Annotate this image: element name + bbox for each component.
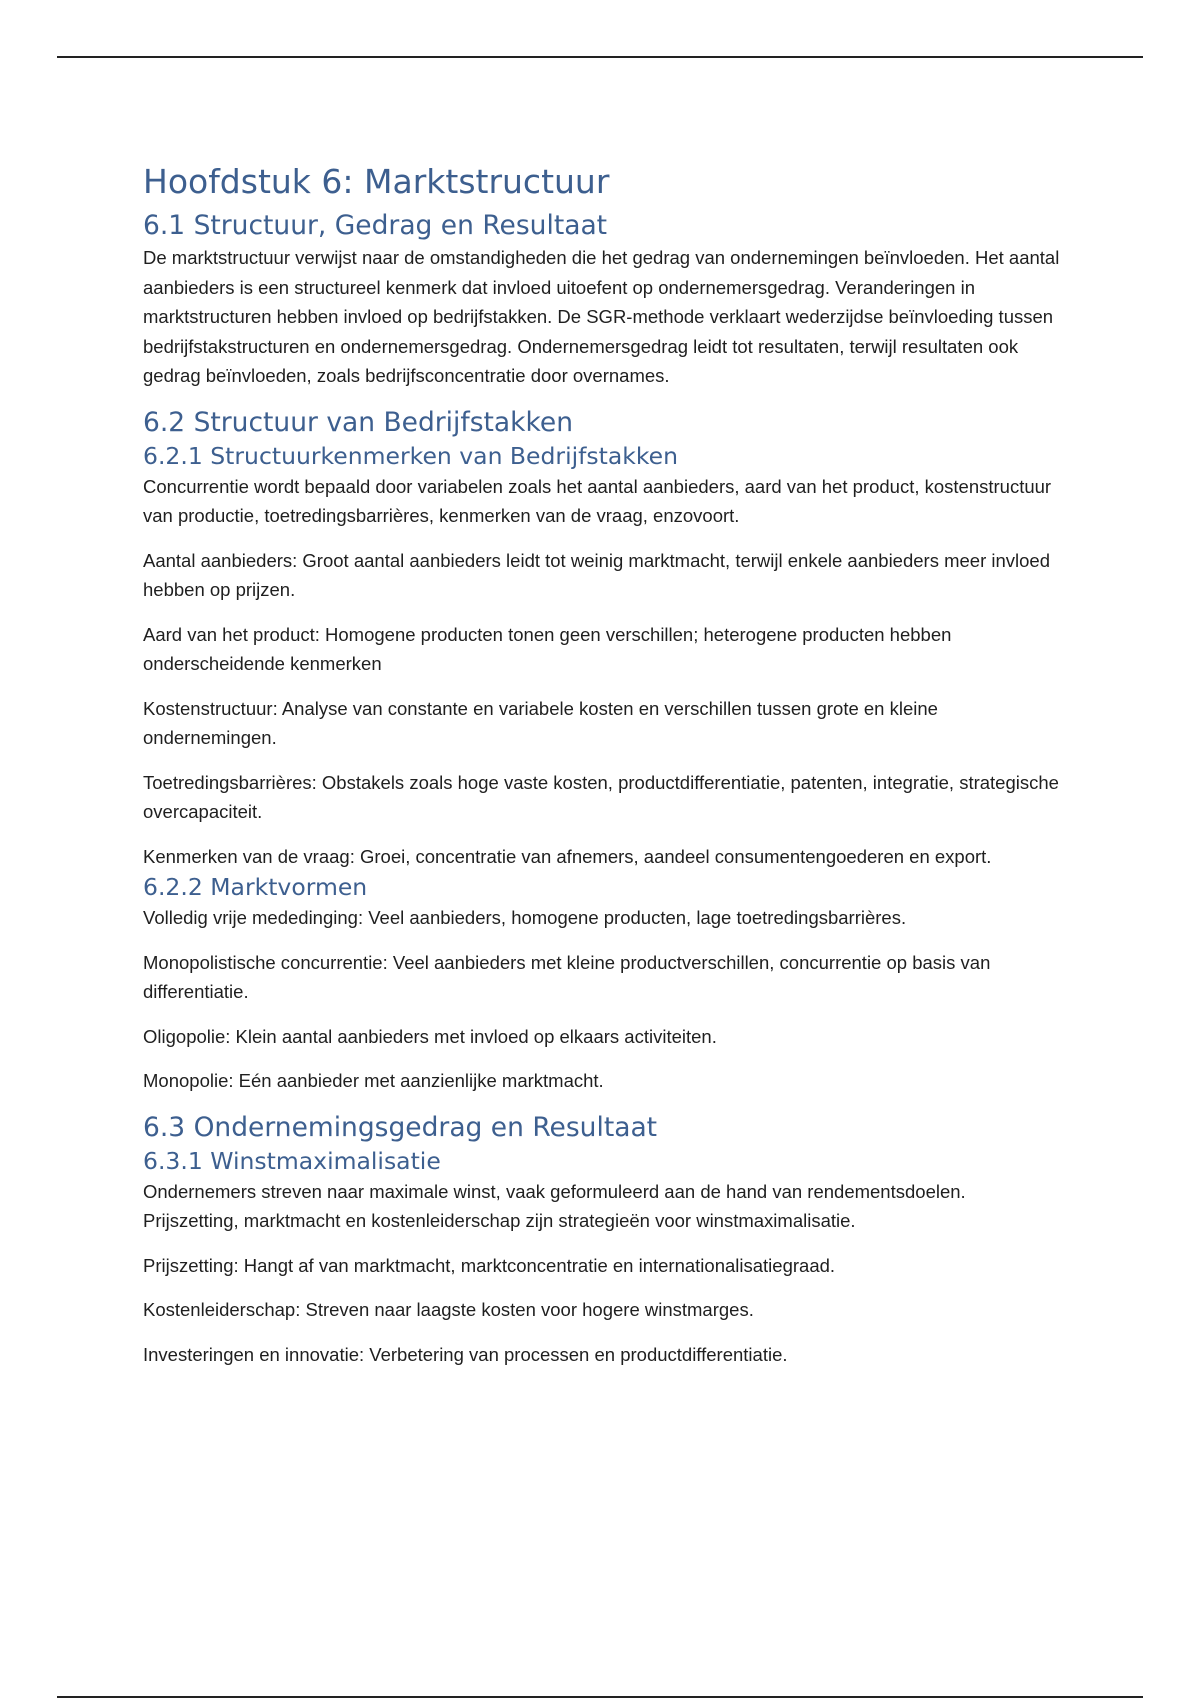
paragraph: Ondernemers streven naar maximale winst, vaak geformuleerd aan de hand van rendementsdoelen. Prijszetting, marktmacht en kostenleiderschap zijn strategieën voor winstmaximalisatie. xyxy=(143,1180,966,1231)
paragraph: Concurrentie wordt bepaald door variabelen zoals het aantal aanbieders, aard van het product, kostenstructuur van productie, toetredingsbarrières, kenmerken van de vraag, enzovoort. xyxy=(143,475,1052,526)
paragraph: Monopolie: Eén aanbieder met aanzienlijke marktmacht. xyxy=(143,1070,604,1091)
section-heading-6-3: 6.3 Ondernemingsgedrag en Resultaat xyxy=(143,1111,658,1143)
paragraph: Kenmerken van de vraag: Groei, concentratie van afnemers, aandeel consumentengoederen en export. xyxy=(143,845,992,867)
header-rule xyxy=(57,56,1143,58)
footer-rule xyxy=(57,1696,1143,1698)
paragraph: Kostenstructuur: Analyse van constante en variabele kosten en verschillen tussen grote en kleine ondernemingen. xyxy=(143,697,938,748)
paragraph: Prijszetting: Hangt af van marktmacht, marktconcentratie en internationalisatiegraad. xyxy=(143,1254,836,1276)
paragraph: Investeringen en innovatie: Verbetering van processen en productdifferentiatie. xyxy=(143,1343,788,1365)
chapter-title: Hoofdstuk 6: Marktstructuur xyxy=(143,162,610,201)
paragraph: Aard van het product: Homogene producten tonen geen verschillen; heterogene producten hebben onderscheidende kenmerken xyxy=(143,623,952,674)
section-6-1-paragraph: De marktstructuur verwijst naar de omstandigheden die het gedrag van ondernemingen beïnvloeden. Het aantal aanbieders is een structureel kenmerk dat invloed uitoefent op ondernemersgedrag. Veranderingen in marktstructuren hebben invloed op bedrijfstakken. De SGR-methode verklaart wederzijdse beïnvloeding tussen bedrijfstakstructuren en ondernemersgedrag. Ondernemersgedrag leidt tot resultaten, terwijl resultaten ook gedrag beïnvloeden, zoals bedrijfsconcentratie door overnames. xyxy=(143,247,1060,386)
paragraph: Kostenleiderschap: Streven naar laagste kosten voor hogere winstmarges. xyxy=(143,1299,754,1320)
section-heading-6-2: 6.2 Structuur van Bedrijfstakken xyxy=(143,406,574,438)
subsection-heading-6-2-2: 6.2.2 Marktvormen xyxy=(143,873,368,901)
paragraph: Toetredingsbarrières: Obstakels zoals hoge vaste kosten, productdifferentiatie, patenten, integratie, strategische overcapaciteit. xyxy=(143,771,1059,822)
document-body xyxy=(143,162,1063,1384)
paragraph: Volledig vrije mededinging: Veel aanbieders, homogene producten, lage toetredingsbarrières. xyxy=(143,907,907,928)
paragraph: Monopolistische concurrentie: Veel aanbieders met kleine productverschillen, concurrentie op basis van differentiatie. xyxy=(143,951,991,1002)
section-heading-6-1: 6.1 Structuur, Gedrag en Resultaat xyxy=(143,210,608,241)
paragraph: Oligopolie: Klein aantal aanbieders met invloed op elkaars activiteiten. xyxy=(143,1025,717,1047)
subsection-heading-6-3-1: 6.3.1 Winstmaximalisatie xyxy=(143,1146,441,1175)
paragraph: Aantal aanbieders: Groot aantal aanbieders leidt tot weinig marktmacht, terwijl enkele aanbieders meer invloed hebben op prijzen. xyxy=(143,549,1051,600)
subsection-heading-6-2-1: 6.2.1 Structuurkenmerken van Bedrijfstakken xyxy=(143,441,679,470)
